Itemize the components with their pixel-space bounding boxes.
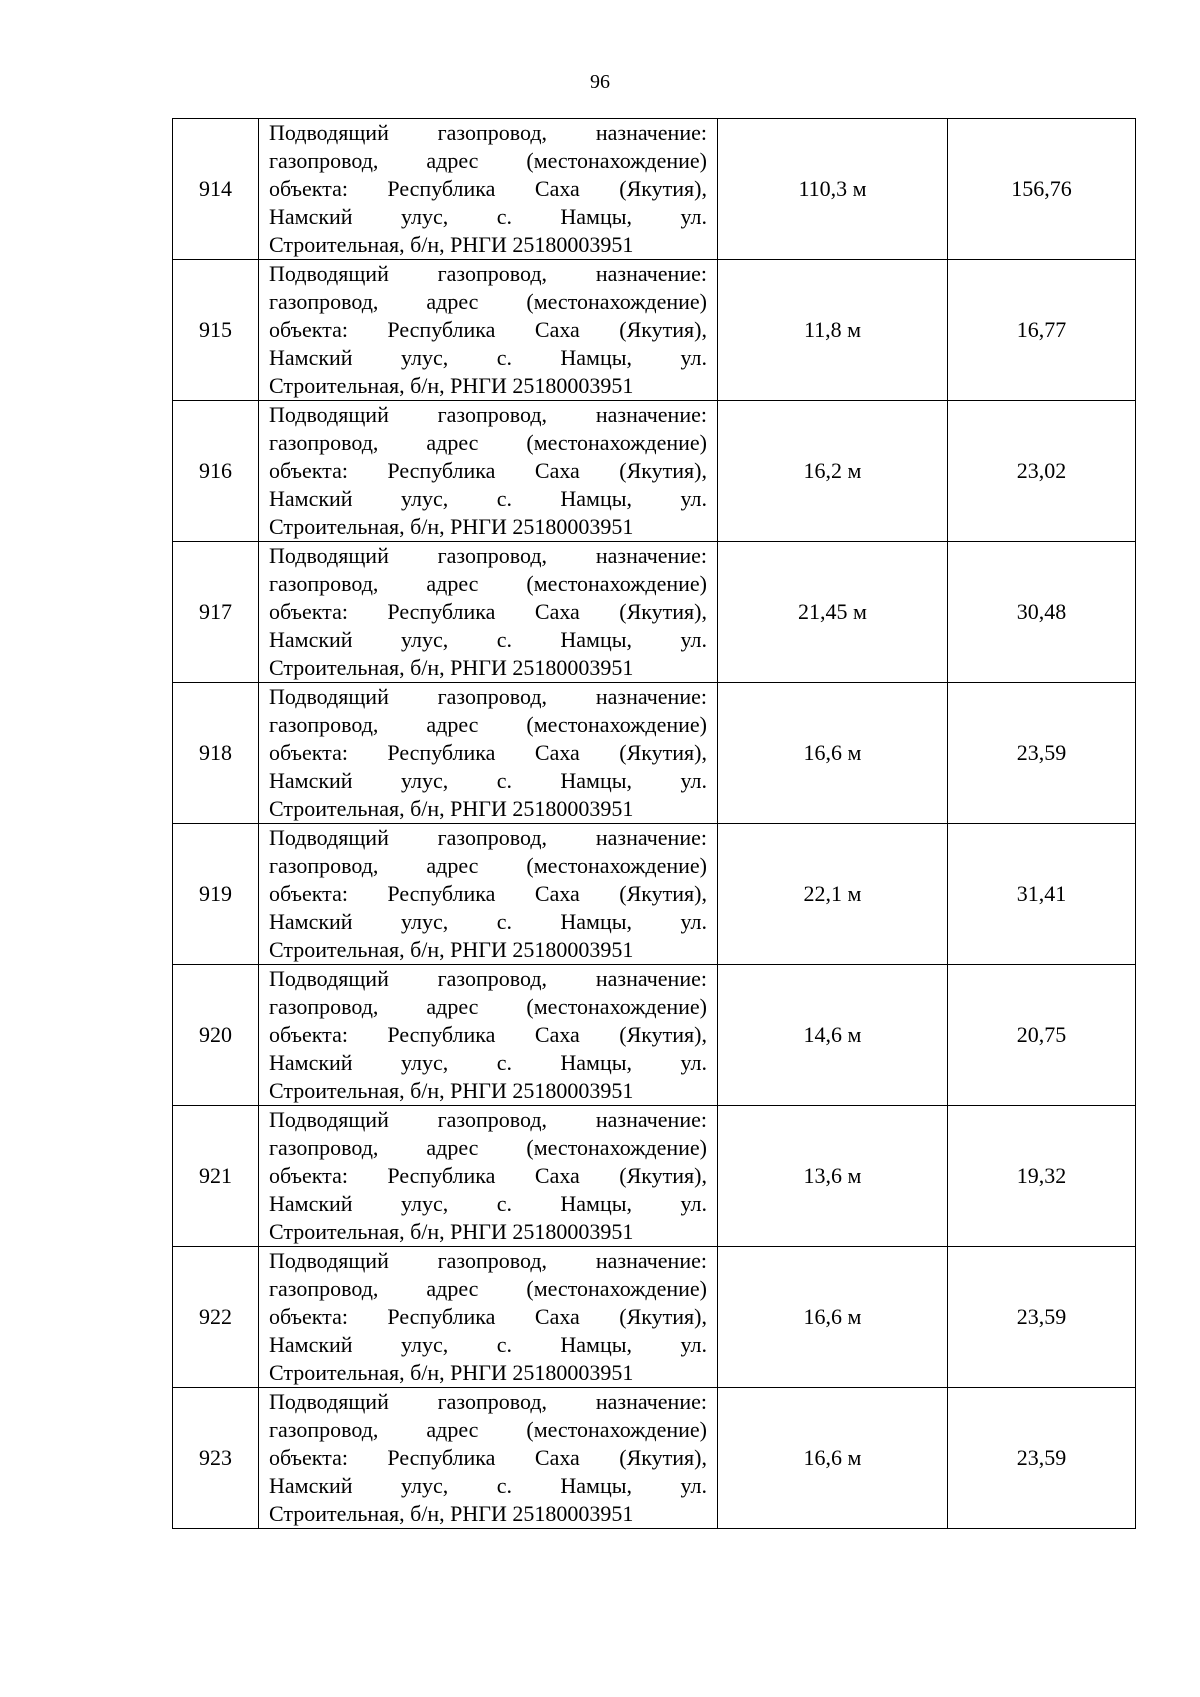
value-cell: 19,32 [948, 1106, 1136, 1247]
description-word: адрес [426, 1276, 479, 1301]
description-word: Подводящий [269, 120, 389, 145]
description-word: (местонахождение) [526, 571, 707, 596]
table-row [173, 1247, 1136, 1388]
value-cell: 30,48 [948, 542, 1136, 683]
description-word: Строительная, б/н, РНГИ 25180003951 [269, 937, 634, 962]
table-row [173, 965, 1136, 1106]
description-word: Саха [534, 740, 580, 765]
length-cell: 14,6 м [718, 965, 948, 1106]
description-line [269, 542, 707, 570]
description-word: (местонахождение) [526, 994, 707, 1019]
description-word: (местонахождение) [526, 1276, 707, 1301]
description-line [269, 1444, 707, 1472]
description-word: назначение: [595, 684, 707, 709]
value-cell: 23,59 [948, 1247, 1136, 1388]
object-description-cell [259, 1106, 718, 1247]
description-word: адрес [426, 289, 479, 314]
description-word: (местонахождение) [526, 289, 707, 314]
description-line [269, 1049, 707, 1077]
description-word: Саха [534, 1445, 580, 1470]
description-word: газопровод, [437, 1107, 548, 1132]
description-word: ул. [680, 204, 707, 229]
description-line [269, 429, 707, 457]
description-word: газопровод, [269, 1417, 379, 1442]
description-word: ул. [680, 768, 707, 793]
description-word: адрес [426, 148, 479, 173]
description-word: (Якутия), [619, 881, 707, 906]
description-word: улус, [401, 627, 449, 652]
description-word: Намский [269, 627, 353, 652]
description-line [269, 1134, 707, 1162]
description-word: объекта: [269, 1304, 348, 1329]
object-description-cell [259, 683, 718, 824]
description-word: Намский [269, 486, 353, 511]
object-description-cell [259, 965, 718, 1106]
description-word: Строительная, б/н, РНГИ 25180003951 [269, 1219, 634, 1244]
table-row [173, 1106, 1136, 1247]
description-line [269, 316, 707, 344]
description-word: (Якутия), [619, 1163, 707, 1188]
registry-table-body [173, 119, 1136, 1529]
description-word: Республика [387, 1304, 496, 1329]
description-line [269, 739, 707, 767]
description-word: (Якутия), [619, 317, 707, 342]
description-word: (Якутия), [619, 1445, 707, 1470]
description-line [269, 1500, 707, 1528]
description-line [269, 288, 707, 316]
description-line [269, 119, 707, 147]
row-number-cell: 915 [173, 260, 259, 401]
description-word: ул. [680, 1191, 707, 1216]
description-line [269, 1359, 707, 1387]
description-word: адрес [426, 571, 479, 596]
description-word: (Якутия), [619, 458, 707, 483]
description-word: Намцы, [560, 1191, 633, 1216]
description-word: назначение: [595, 966, 707, 991]
description-line [269, 880, 707, 908]
description-line [269, 965, 707, 993]
description-word: Республика [387, 317, 496, 342]
description-word: объекта: [269, 317, 348, 342]
description-word: (местонахождение) [526, 430, 707, 455]
description-word: с. [496, 1191, 512, 1216]
object-description-cell [259, 119, 718, 260]
value-cell: 31,41 [948, 824, 1136, 965]
description-line [269, 1388, 707, 1416]
description-word: Намцы, [560, 768, 633, 793]
description-word: газопровод, [437, 684, 548, 709]
description-word: (местонахождение) [526, 1135, 707, 1160]
description-line [269, 401, 707, 429]
description-word: Строительная, б/н, РНГИ 25180003951 [269, 1078, 634, 1103]
description-line [269, 654, 707, 682]
description-word: Подводящий [269, 1248, 389, 1273]
description-line [269, 203, 707, 231]
length-cell: 21,45 м [718, 542, 948, 683]
description-word: назначение: [595, 402, 707, 427]
description-line [269, 344, 707, 372]
description-word: ул. [680, 1332, 707, 1357]
description-word: улус, [401, 1332, 449, 1357]
description-line [269, 936, 707, 964]
description-word: Подводящий [269, 684, 389, 709]
description-word: адрес [426, 1135, 479, 1160]
value-cell: 156,76 [948, 119, 1136, 260]
description-line [269, 711, 707, 739]
description-word: Саха [534, 317, 580, 342]
description-word: (местонахождение) [526, 148, 707, 173]
description-word: Намцы, [560, 627, 633, 652]
description-word: адрес [426, 712, 479, 737]
description-word: Намский [269, 768, 353, 793]
description-word: (Якутия), [619, 176, 707, 201]
description-word: (Якутия), [619, 1022, 707, 1047]
row-number-cell: 918 [173, 683, 259, 824]
description-word: назначение: [595, 825, 707, 850]
description-word: газопровод, [437, 261, 548, 286]
description-word: адрес [426, 853, 479, 878]
description-word: ул. [680, 1473, 707, 1498]
description-word: объекта: [269, 881, 348, 906]
description-word: улус, [401, 345, 449, 370]
description-word: с. [496, 909, 512, 934]
description-word: с. [496, 345, 512, 370]
description-line [269, 626, 707, 654]
description-word: назначение: [595, 1389, 707, 1414]
description-word: с. [496, 486, 512, 511]
description-word: Строительная, б/н, РНГИ 25180003951 [269, 655, 634, 680]
length-cell: 16,6 м [718, 683, 948, 824]
page-number: 96 [590, 71, 610, 93]
description-line [269, 1247, 707, 1275]
description-word: Республика [387, 458, 496, 483]
description-word: объекта: [269, 1022, 348, 1047]
description-word: Подводящий [269, 825, 389, 850]
value-cell: 23,59 [948, 683, 1136, 824]
description-word: Намцы, [560, 1473, 633, 1498]
table-row [173, 542, 1136, 683]
description-line [269, 1190, 707, 1218]
description-word: Намцы, [560, 345, 633, 370]
description-word: ул. [680, 486, 707, 511]
description-word: Саха [534, 458, 580, 483]
table-row [173, 401, 1136, 542]
description-word: газопровод, [437, 402, 548, 427]
description-line [269, 598, 707, 626]
description-word: назначение: [595, 261, 707, 286]
description-word: Намцы, [560, 1050, 633, 1075]
value-cell: 20,75 [948, 965, 1136, 1106]
description-line [269, 1077, 707, 1105]
row-number-cell: 917 [173, 542, 259, 683]
description-word: с. [496, 1473, 512, 1498]
description-word: Строительная, б/н, РНГИ 25180003951 [269, 1360, 634, 1385]
description-word: Саха [534, 1163, 580, 1188]
description-word: Намцы, [560, 909, 633, 934]
description-word: объекта: [269, 176, 348, 201]
description-word: адрес [426, 994, 479, 1019]
description-word: Намцы, [560, 204, 633, 229]
description-word: Саха [534, 1022, 580, 1047]
object-description-cell [259, 401, 718, 542]
description-line [269, 231, 707, 259]
description-word: ул. [680, 1050, 707, 1075]
description-word: Подводящий [269, 966, 389, 991]
description-word: объекта: [269, 1445, 348, 1470]
description-word: (местонахождение) [526, 1417, 707, 1442]
description-line [269, 683, 707, 711]
description-word: Саха [534, 1304, 580, 1329]
description-word: Намский [269, 1050, 353, 1075]
object-description-cell [259, 1247, 718, 1388]
description-line [269, 1218, 707, 1246]
description-word: газопровод, [437, 825, 548, 850]
description-word: ул. [680, 909, 707, 934]
value-cell: 23,02 [948, 401, 1136, 542]
description-word: газопровод, [437, 1389, 548, 1414]
description-word: газопровод, [269, 571, 379, 596]
description-word: улус, [401, 1191, 449, 1216]
description-word: газопровод, [269, 853, 379, 878]
description-word: Республика [387, 1022, 496, 1047]
description-word: назначение: [595, 120, 707, 145]
description-word: газопровод, [437, 120, 548, 145]
description-line [269, 175, 707, 203]
row-number-cell: 922 [173, 1247, 259, 1388]
table-row [173, 1388, 1136, 1529]
length-cell: 110,3 м [718, 119, 948, 260]
description-word: Строительная, б/н, РНГИ 25180003951 [269, 232, 634, 257]
description-word: Намский [269, 909, 353, 934]
description-word: адрес [426, 430, 479, 455]
description-word: назначение: [595, 1248, 707, 1273]
description-line [269, 1106, 707, 1134]
description-word: Республика [387, 1163, 496, 1188]
description-word: газопровод, [269, 712, 379, 737]
description-word: газопровод, [269, 289, 379, 314]
length-cell: 16,6 м [718, 1247, 948, 1388]
description-word: Намцы, [560, 1332, 633, 1357]
object-description-cell [259, 1388, 718, 1529]
value-cell: 23,59 [948, 1388, 1136, 1529]
description-word: Подводящий [269, 261, 389, 286]
description-word: Саха [534, 599, 580, 624]
object-description-cell [259, 542, 718, 683]
description-word: Республика [387, 1445, 496, 1470]
description-word: объекта: [269, 1163, 348, 1188]
description-line [269, 1021, 707, 1049]
table-row [173, 824, 1136, 965]
description-word: Строительная, б/н, РНГИ 25180003951 [269, 514, 634, 539]
description-line [269, 1275, 707, 1303]
description-word: газопровод, [269, 148, 379, 173]
description-word: газопровод, [269, 994, 379, 1019]
description-word: Строительная, б/н, РНГИ 25180003951 [269, 1501, 634, 1526]
row-number-cell: 914 [173, 119, 259, 260]
description-word: Намский [269, 204, 353, 229]
description-word: адрес [426, 1417, 479, 1442]
description-word: улус, [401, 486, 449, 511]
length-cell: 16,6 м [718, 1388, 948, 1529]
description-line [269, 824, 707, 852]
length-cell: 16,2 м [718, 401, 948, 542]
row-number-cell: 920 [173, 965, 259, 1106]
description-word: с. [496, 627, 512, 652]
description-word: Республика [387, 176, 496, 201]
description-line [269, 513, 707, 541]
property-registry-table [172, 118, 1136, 1529]
description-line [269, 147, 707, 175]
description-word: Строительная, б/н, РНГИ 25180003951 [269, 796, 634, 821]
length-cell: 13,6 м [718, 1106, 948, 1247]
description-word: Подводящий [269, 1107, 389, 1132]
length-cell: 11,8 м [718, 260, 948, 401]
description-line [269, 1472, 707, 1500]
description-word: Намский [269, 1473, 353, 1498]
description-word: Намцы, [560, 486, 633, 511]
description-word: Саха [534, 881, 580, 906]
description-word: Подводящий [269, 1389, 389, 1414]
description-word: газопровод, [437, 543, 548, 568]
description-word: улус, [401, 909, 449, 934]
description-line [269, 1162, 707, 1190]
description-word: газопровод, [269, 1135, 379, 1160]
description-word: Республика [387, 881, 496, 906]
object-description-cell [259, 260, 718, 401]
description-word: Подводящий [269, 402, 389, 427]
description-word: газопровод, [437, 1248, 548, 1273]
description-word: ул. [680, 345, 707, 370]
description-word: (местонахождение) [526, 853, 707, 878]
row-number-cell: 919 [173, 824, 259, 965]
description-word: с. [496, 1332, 512, 1357]
description-word: Строительная, б/н, РНГИ 25180003951 [269, 373, 634, 398]
description-line [269, 570, 707, 598]
description-line [269, 260, 707, 288]
description-line [269, 767, 707, 795]
row-number-cell: 921 [173, 1106, 259, 1247]
description-word: с. [496, 768, 512, 793]
description-line [269, 852, 707, 880]
description-word: газопровод, [269, 430, 379, 455]
length-cell: 22,1 м [718, 824, 948, 965]
row-number-cell: 916 [173, 401, 259, 542]
description-line [269, 372, 707, 400]
description-line [269, 908, 707, 936]
description-word: Намский [269, 1191, 353, 1216]
description-word: улус, [401, 1050, 449, 1075]
description-line [269, 457, 707, 485]
description-word: ул. [680, 627, 707, 652]
description-word: (Якутия), [619, 599, 707, 624]
description-line [269, 993, 707, 1021]
description-word: улус, [401, 204, 449, 229]
description-word: с. [496, 1050, 512, 1075]
description-word: газопровод, [437, 966, 548, 991]
table-row [173, 260, 1136, 401]
description-word: объекта: [269, 740, 348, 765]
description-line [269, 485, 707, 513]
value-cell: 16,77 [948, 260, 1136, 401]
description-word: улус, [401, 768, 449, 793]
object-description-cell [259, 824, 718, 965]
description-line [269, 1303, 707, 1331]
row-number-cell: 923 [173, 1388, 259, 1529]
description-word: Республика [387, 599, 496, 624]
description-word: назначение: [595, 543, 707, 568]
description-word: (Якутия), [619, 1304, 707, 1329]
description-word: Подводящий [269, 543, 389, 568]
description-word: с. [496, 204, 512, 229]
table-row [173, 683, 1136, 824]
description-word: объекта: [269, 458, 348, 483]
table-row [173, 119, 1136, 260]
description-line [269, 795, 707, 823]
description-word: Намский [269, 1332, 353, 1357]
description-word: Намский [269, 345, 353, 370]
description-word: объекта: [269, 599, 348, 624]
description-line [269, 1331, 707, 1359]
description-word: улус, [401, 1473, 449, 1498]
description-word: газопровод, [269, 1276, 379, 1301]
description-line [269, 1416, 707, 1444]
description-word: (Якутия), [619, 740, 707, 765]
description-word: назначение: [595, 1107, 707, 1132]
description-word: (местонахождение) [526, 712, 707, 737]
description-word: Республика [387, 740, 496, 765]
description-word: Саха [534, 176, 580, 201]
